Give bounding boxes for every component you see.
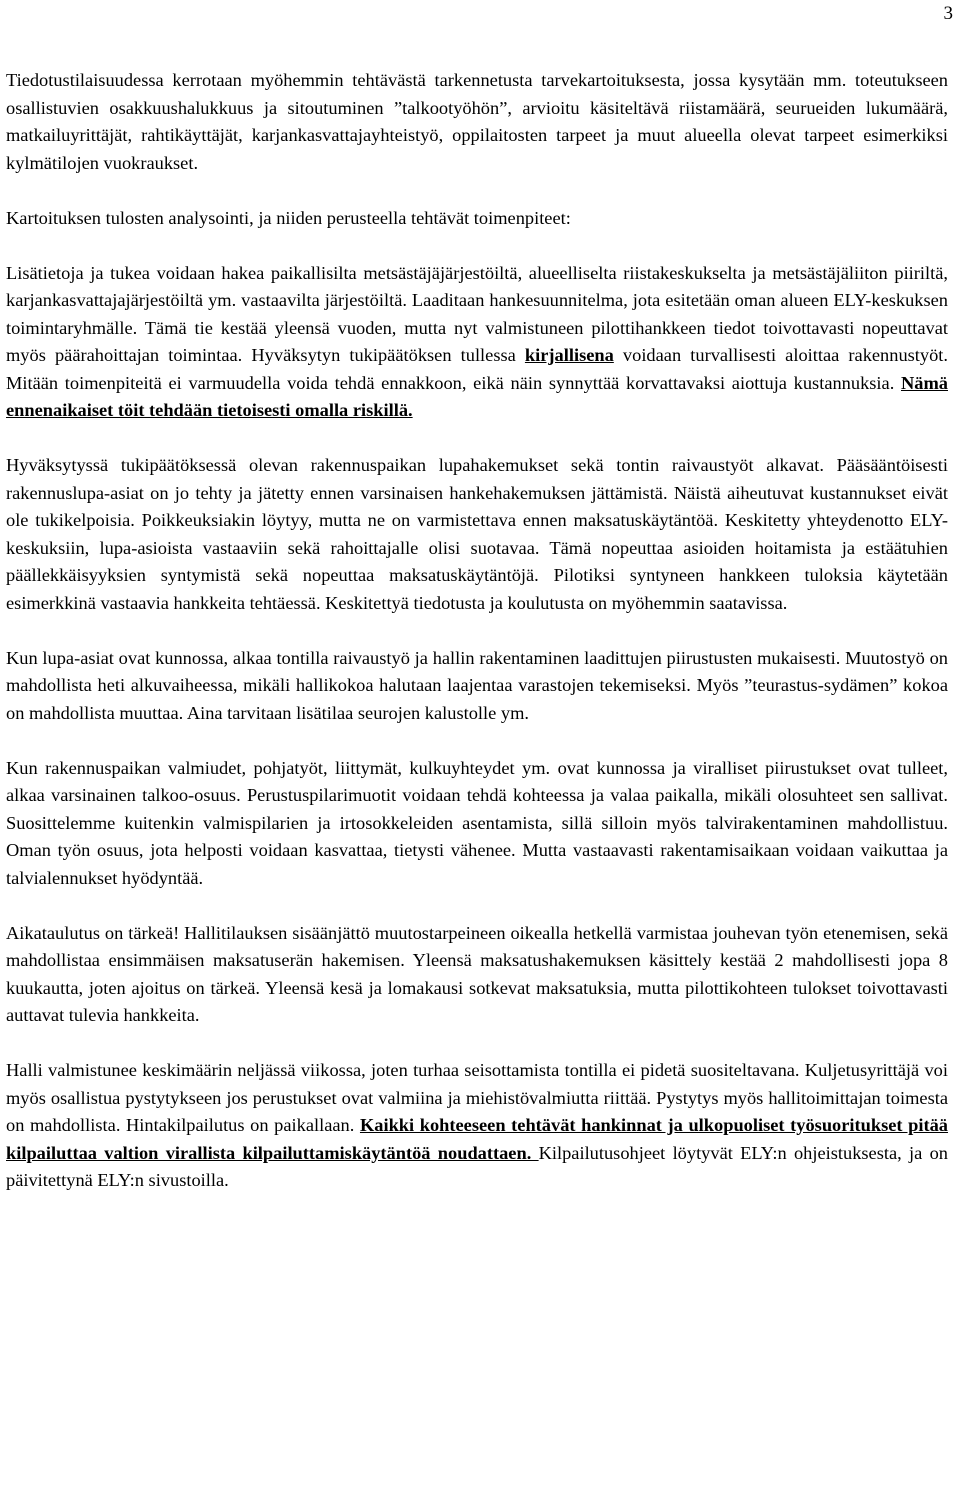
emphasis-risk-warning: Nämä ennenaikaiset töit tehdään tietoisesti omalla riskillä. — [6, 372, 948, 420]
paragraph-foundations: Kun rakennuspaikan valmiudet, pohjatyöt, liittymät, kulkuyhteydet ym. ovat kunnossa ja viralliset piirustukset ovat tulleet, alkaa varsinainen talkoo-osuus. Perustuspilarimuotit voidaan tehdä kohteessa ja valaa paikalla, mikäli olosuhteet sen sallivat. Suosittelemme kuitenkin valmispilarien ja irtosokkeleiden asentamista, sillä silloin myös talvirakentaminen mahdollistuu. Oman työn osuus, jota helposti voidaan kasvattaa, tietysti vähenee. Mutta vastaavasti rakentamisaikaan voidaan vaikuttaa ja talvialennukset hyödyntää. — [6, 757, 948, 888]
funding-text-1: Lisätietoja ja tukea voidaan hakea paikallisilta metsästäjäjärjestöiltä, alueelliselta riistakeskukselta ja metsästäjäliiton piiriltä, karjankasvattajajärjestöiltä ym. vastaavilta järjestöiltä. Laaditaan hankesuunnitelma, jota esitetään oman alueen ELY-keskuksen toimintaryhmälle. Tämä tie kestää yleensä vuoden, mutta nyt valmistuneen pilottihankkeen tiedot toivottavasti nopeuttavat myös päärahoittajan toimintaa. Hyväksytyn tukipäätöksen tullessa — [6, 262, 948, 365]
paragraph-construction: Kun lupa-asiat ovat kunnossa, alkaa tontilla raivaustyö ja hallin rakentaminen laadittujen piirustusten mukaisesti. Muutostyö on mahdollista heti alkuvaiheessa, mikäli hallikokoa halutaan laajentaa varastojen tekemiseksi. Myös ”teurastus-sydämen” kokoa on mahdollista muuttaa. Aina tarvitaan lisätilaa seurojen kalustolle ym. — [6, 647, 948, 723]
funding-text-2: voidaan turvallisesti aloittaa rakennustyöt. Mitään toimenpiteitä ei varmuudella voida tehdä ennakkoon, eikä näin synnyttää korvattavaksi aiottuja kustannuksia. — [6, 345, 949, 393]
paragraph-analysis-intro: Kartoituksen tulosten analysointi, ja niiden perusteella tehtävät toimenpiteet: — [6, 207, 571, 228]
paragraph-survey: Tiedotustilaisuudessa kerrotaan myöhemmin tehtävästä tarkennetusta tarvekartoituksesta, jossa kysytään mm. toteutukseen osallistuvien osakkuushalukkuus ja sitoutuminen ”talkootyöhön”, arvioitu käsiteltävä riistamäärä, seurueiden lukumäärä, matkailuyrittäjät, rahtikäyttäjät, karjankasvattajayhteistyö, oppilaitosten tarpeet ja muut alueella olevat tarpeet esimerkiksi kylmätilojen vuokraukset. — [6, 70, 948, 173]
emphasis-written: kirjallisena — [524, 345, 614, 365]
paragraph-funding — [6, 260, 948, 425]
paragraph-permits: Hyväksytyssä tukipäätöksessä olevan rakennuspaikan lupahakemukset sekä tontin raivaustyöt alkavat. Pääsääntöisesti rakennuslupa-asiat on jo tehty ja jätetty ennen varsinaisen hankehakemuksen jättämistä. Näistä aiheutuvat kustannukset eivät ole tukikelpoisia. Poikkeuksiakin löytyy, mutta ne on varmistettava ennen maksatuskäytäntöä. Keskitetty yhteydenotto ELY-keskuksiin, lupa-asioista vastaaviin sekä rahoittajalle olisi suotavaa. Tämä nopeuttaa asioiden hoitamista ja estäätuhien päällekkäisyyksien syntymistä sekä nopeuttaa maksatuskäytäntöjä. Pilotiksi syntyneen hankkeen tuloksia käytetään esimerkkinä vastaavia hankkeita tehtäessä. Keskitettyä tiedotusta ja koulutusta on myöhemmin saatavissa. — [6, 455, 948, 613]
assembly-text-1: Halli valmistunee keskimäärin neljässä viikossa, joten turhaa seisottamista tontilla ei pidetä suositeltavana. Kuljetusyrittäjä voi myös osallistua pystytykseen jos perustukset ovat valmiina ja miehistövalmiutta riittää. Pystytys myös hallitoimittajan toimesta on mahdollista. Hintakilpailutus on paikallaan. — [6, 1060, 948, 1135]
document-body — [6, 67, 948, 1195]
emphasis-tendering: Kaikki kohteeseen tehtävät hankinnat ja ulkopuoliset työsuoritukset pitää kilpailuttaa valtion virallista kilpailuttamiskäytäntöä noudattaen. — [6, 1115, 949, 1163]
paragraph-assembly — [6, 1057, 948, 1195]
assembly-text-2: Kilpailutusohjeet löytyvät ELY:n ohjeistuksesta, ja on päivitettynä ELY:n sivustoilla. — [6, 1142, 948, 1190]
page-number: 3 — [943, 3, 953, 24]
paragraph-scheduling: Aikataulutus on tärkeä! Hallitilauksen sisäänjättö muutostarpeineen oikealla hetkellä varmistaa jouhevan työn etenemisen, sekä mahdollistaa ensimmäisen maksatuserän hakemisen. Yleensä maksatushakemuksen käsittely kestää 2 mahdollisesti jopa 8 kuukautta, joten ajoitus on tärkeä. Yleensä kesä ja lomakausi sotkevat maksatuksia, mutta pilottikohteen tulokset toivottavasti auttavat tulevia hankkeita. — [6, 922, 948, 1025]
